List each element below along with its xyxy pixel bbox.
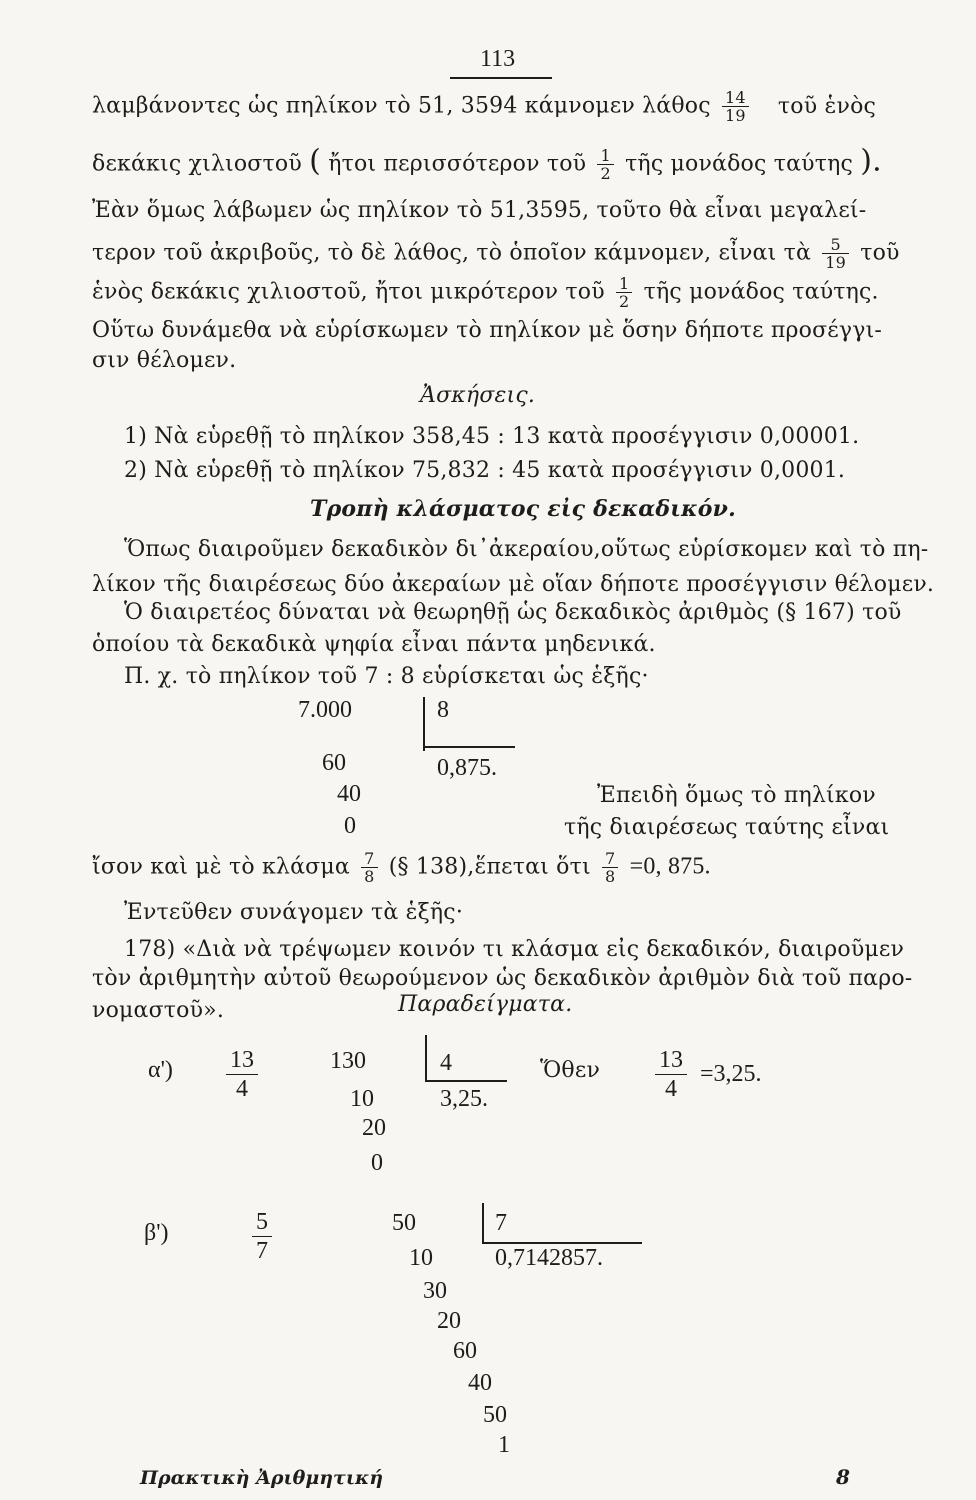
fraction [616, 275, 632, 310]
ex-b-divisor: 7 [495, 1210, 507, 1236]
div1-divisor: 8 [437, 697, 449, 723]
exercise-1: 1) Νὰ εὑρεθῇ τὸ πηλίκον 358,45 : 13 κατὰ προσέγγισιν 0,00001. [124, 424, 860, 449]
rule-line-1: 178) «Διὰ νὰ τρέψωμεν κοινόν τι κλάσμα εἰς δεκαδικόν, διαιροῦμεν [124, 937, 905, 962]
denominator: 4 [236, 1076, 248, 1102]
ex-b-dividend: 50 [392, 1210, 416, 1236]
numerator: 5 [252, 1208, 272, 1237]
ex-a-dividend: 130 [330, 1048, 366, 1074]
text-line-5 [92, 275, 879, 310]
ex-a-divisor: 4 [440, 1050, 452, 1076]
fraction [602, 850, 618, 885]
rule-line-2: τὸν ἀριθμητὴν αὐτοῦ θεωρούμενον ὡς δεκαδικὸν ἀριθμὸν διὰ τοῦ παρο- [92, 966, 913, 991]
text-line-1 [92, 89, 876, 124]
text-line-7: σιν θέλομεν. [92, 348, 237, 373]
denominator: 19 [724, 106, 746, 125]
ex-b-horizontal-rule [482, 1242, 642, 1244]
footer-title: Πρακτικὴ Ἀριθμητική [140, 1467, 384, 1489]
denominator: 7 [256, 1238, 268, 1264]
exercise-2: 2) Νὰ εὑρεθῇ τὸ πηλίκον 75,832 : 45 κατὰ προσέγγισιν 0,0001. [124, 458, 846, 483]
since-line-1: Ἐπειδὴ ὅμως τὸ πηλίκον [597, 783, 876, 808]
numerator: 5 [822, 236, 849, 254]
text-segment: τοῦ ἑνὸς [777, 93, 877, 119]
fraction [597, 147, 613, 182]
footer-signature: 8 [836, 1465, 850, 1489]
ex-b-remainder: 20 [437, 1308, 461, 1334]
text-line-4 [92, 236, 900, 271]
denominator: 8 [605, 867, 616, 886]
close-paren: ). [860, 143, 882, 179]
div1-quotient: 0,875. [437, 755, 497, 781]
div1-remainder-2: 40 [337, 781, 361, 807]
section-heading: Τροπὴ κλάσματος εἰς δεκαδικόν. [310, 496, 737, 522]
examples-heading: Παραδείγματα. [398, 992, 573, 1017]
section-line-1: Ὅπως διαιροῦμεν δεκαδικὸν δι᾽ἀκεραίου,οὕτως εὑρίσκομεν καὶ τὸ πη- [124, 537, 929, 562]
ex-b-remainder: 30 [423, 1278, 447, 1304]
denominator: 8 [364, 867, 375, 886]
ex-b-fraction [252, 1208, 272, 1265]
ex-b-remainder: 60 [453, 1338, 477, 1364]
div1-remainder-3: 0 [344, 813, 356, 839]
numerator: 14 [722, 89, 749, 107]
fraction [822, 236, 849, 271]
ex-a-remainder-2: 20 [362, 1115, 386, 1141]
denominator: 19 [825, 253, 847, 272]
ex-b-remainder: 40 [468, 1370, 492, 1396]
text-segment: ἴσον καὶ μὲ τὸ κλάσμα [92, 854, 350, 880]
div1-remainder-1: 60 [322, 750, 346, 776]
section-line-4: ὁποίου τὰ δεκαδικὰ ψηφία εἶναι πάντα μηδενικά. [92, 632, 656, 657]
section-line-5: Π. χ. τὸ πηλίκον τοῦ 7 : 8 εὑρίσκεται ὡς ἑξῆς· [124, 664, 649, 689]
fraction [361, 850, 377, 885]
ex-a-fraction [226, 1046, 258, 1103]
ex-b-quotient: 0,7142857. [495, 1245, 603, 1271]
text-segment: τερον τοῦ ἀκριβοῦς, τὸ δὲ λάθος, τὸ ὁποῖον κάμνομεν, εἶναι τὰ [92, 240, 812, 266]
ex-b-remainder: 1 [498, 1432, 510, 1458]
text-segment: λαμβάνοντες ὡς πηλίκον τὸ 51, 3594 κάμνομεν λάθος [92, 93, 711, 119]
text-segment: ἑνὸς δεκάκις χιλιοστοῦ, ἤτοι μικρότερον τοῦ [92, 279, 605, 305]
section-line-2: λίκον τῆς διαιρέσεως δύο ἀκεραίων μὲ οἵαν δήποτε προσέγγισιν θέλομεν. [92, 572, 935, 597]
ex-a-label: α') [148, 1057, 173, 1083]
ex-b-vertical-rule [482, 1203, 484, 1243]
text-line-6: Οὕτω δυνάμεθα νὰ εὑρίσκωμεν τὸ πηλίκον μὲ ὅσην δήποτε προσέγγι- [92, 318, 883, 343]
ex-a-quotient: 3,25. [440, 1086, 488, 1112]
numerator: 1 [597, 147, 613, 165]
numerator: 13 [655, 1046, 687, 1075]
fraction [722, 89, 749, 124]
div1-dividend: 7.000 [298, 697, 352, 723]
div1-vertical-rule [423, 697, 425, 751]
numerator: 13 [226, 1046, 258, 1075]
ex-b-label: β') [144, 1220, 169, 1246]
numerator: 1 [616, 275, 632, 293]
exercises-heading: Ἀσκήσεις. [420, 383, 536, 408]
section-line-3: Ὁ διαιρετέος δύναται νὰ θεωρηθῇ ὡς δεκαδικὸς ἀριθμὸς (§ 167) τοῦ [124, 600, 902, 625]
hence-line: Ἐντεῦθεν συνάγομεν τὰ ἑξῆς· [124, 900, 464, 925]
text-segment: τῆς μονάδος ταύτης. [643, 279, 879, 305]
ex-a-result: =3,25. [700, 1061, 762, 1087]
ex-b-remainder: 50 [483, 1402, 507, 1428]
ex-a-hence: Ὅθεν [540, 1058, 601, 1083]
ex-b-remainder-1: 10 [409, 1245, 433, 1271]
page-number: 113 [480, 46, 516, 72]
text-segment: τῆς μονάδος ταύτης [625, 151, 853, 177]
denominator: 4 [665, 1076, 677, 1102]
text-segment: δεκάκις χιλιοστοῦ [92, 151, 302, 177]
header-rule [450, 77, 552, 79]
ex-a-horizontal-rule [425, 1080, 507, 1082]
ex-a-remainder-1: 10 [350, 1086, 374, 1112]
text-line-3: Ἐὰν ὅμως λάβωμεν ὡς πηλίκον τὸ 51,3595, τοῦτο θὰ εἶναι μεγαλεί- [92, 198, 867, 223]
rule-line-3: νομαστοῦ». [92, 998, 225, 1023]
text-line-2 [92, 143, 882, 183]
ex-a-vertical-rule [425, 1035, 427, 1082]
text-segment: (§ 138),ἕπεται ὅτι [388, 854, 591, 880]
text-segment: =0, 875. [629, 853, 711, 880]
since-line-2: τῆς διαιρέσεως ταύτης εἶναι [564, 815, 890, 840]
div1-horizontal-rule [423, 746, 515, 748]
ex-a-remainder-3: 0 [371, 1150, 383, 1176]
equal-line [92, 850, 711, 885]
denominator: 2 [619, 292, 630, 311]
text-segment: ἤτοι περισσότερον τοῦ [328, 151, 587, 177]
ex-a-result-fraction [655, 1046, 687, 1103]
open-paren: ( [309, 143, 322, 179]
numerator: 7 [361, 850, 377, 868]
text-segment: τοῦ [860, 240, 900, 266]
denominator: 2 [600, 164, 611, 183]
numerator: 7 [602, 850, 618, 868]
